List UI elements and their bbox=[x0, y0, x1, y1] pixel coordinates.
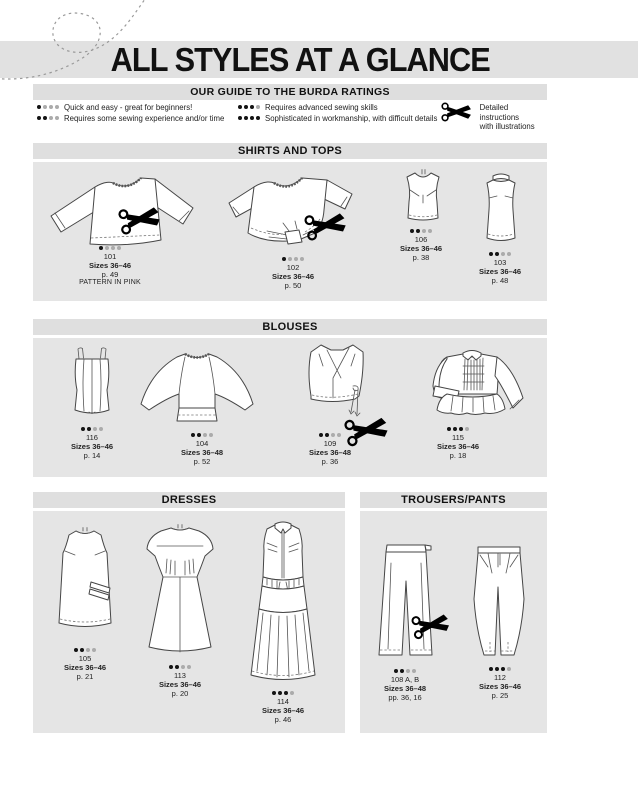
pattern-note: PATTERN IN PINK bbox=[79, 279, 141, 286]
rating-dots bbox=[489, 666, 511, 672]
pattern-label bbox=[35, 645, 135, 681]
legend-label: Sophisticated in workmanship, with difficult details bbox=[265, 113, 438, 123]
pattern-page: p. 49 bbox=[101, 270, 119, 279]
legend-entry bbox=[37, 102, 224, 112]
pattern-label bbox=[243, 254, 343, 290]
rating-dots bbox=[282, 256, 304, 262]
pattern-page: pp. 36, 16 bbox=[388, 693, 422, 702]
section-panel-blouses bbox=[33, 338, 547, 477]
pattern-page: p. 14 bbox=[83, 451, 101, 460]
pattern-number: 101 bbox=[103, 252, 117, 261]
pattern-label bbox=[355, 666, 455, 702]
pattern-page: p. 46 bbox=[274, 715, 292, 724]
pattern-number: 104 bbox=[195, 439, 209, 448]
rating-dots bbox=[410, 228, 432, 234]
legend-label: Requires some sewing experience and/or time bbox=[64, 113, 225, 123]
scissors-icon bbox=[410, 608, 454, 643]
pattern-page: p. 20 bbox=[171, 689, 189, 698]
pattern-label bbox=[450, 664, 550, 700]
pattern-label bbox=[130, 662, 230, 698]
section-panel-trousers-pants bbox=[360, 511, 547, 733]
pattern-sizes: Sizes 36–46 bbox=[261, 706, 305, 715]
pattern-sizes: Sizes 36–46 bbox=[70, 442, 114, 451]
pattern-label bbox=[280, 430, 380, 466]
rating-dots bbox=[74, 647, 96, 653]
pattern-number: 112 bbox=[494, 673, 506, 682]
legend-label: Requires advanced sewing skills bbox=[265, 102, 378, 112]
pattern-label bbox=[60, 243, 160, 287]
rating-dots bbox=[394, 668, 416, 674]
legend-entry bbox=[37, 113, 224, 123]
pattern-number: 116 bbox=[86, 433, 98, 442]
pattern-page: p. 48 bbox=[491, 276, 509, 285]
pattern-label bbox=[408, 424, 508, 460]
rating-dots bbox=[319, 432, 341, 438]
pattern-label bbox=[450, 249, 550, 285]
pattern-label bbox=[233, 688, 333, 724]
shirt-dress-illustration bbox=[243, 519, 323, 689]
rating-dots bbox=[191, 432, 213, 438]
rating-dots bbox=[238, 115, 260, 121]
pattern-number: 105 bbox=[78, 654, 92, 663]
a-line-dress-illustration bbox=[49, 523, 121, 641]
tapered-pants-illustration bbox=[468, 539, 530, 665]
rating-dots bbox=[489, 251, 511, 257]
pattern-sizes: Sizes 36–48 bbox=[383, 684, 427, 693]
pattern-number: 115 bbox=[452, 433, 464, 442]
legend-entry bbox=[238, 113, 437, 123]
section-header-shirts-and-tops: SHIRTS AND TOPS bbox=[33, 143, 547, 159]
pattern-sizes: Sizes 36–46 bbox=[478, 267, 522, 276]
pattern-page: p. 50 bbox=[284, 281, 302, 290]
pattern-page: p. 36 bbox=[321, 457, 339, 466]
dotted-swirl-decoration bbox=[0, 0, 210, 95]
empire-dress-illustration bbox=[135, 521, 225, 661]
pattern-page: p. 52 bbox=[193, 457, 211, 466]
pattern-label bbox=[152, 430, 252, 466]
scissors-icon bbox=[441, 100, 474, 124]
legend-column-1 bbox=[37, 102, 224, 124]
pattern-sizes: Sizes 36–46 bbox=[478, 682, 522, 691]
sleeveless-top-illustration bbox=[395, 168, 451, 228]
pattern-sizes: Sizes 36–46 bbox=[158, 680, 202, 689]
legend-entry bbox=[238, 102, 437, 112]
section-panel-shirts-and-tops bbox=[33, 162, 547, 301]
pattern-page: p. 18 bbox=[449, 451, 467, 460]
pattern-number: 106 bbox=[414, 235, 428, 244]
pattern-sizes: Sizes 36–48 bbox=[308, 448, 352, 457]
sleeveless-tunic-illustration bbox=[477, 170, 525, 250]
rating-dots bbox=[37, 104, 59, 110]
pattern-number: 102 bbox=[286, 263, 300, 272]
pattern-sizes: Sizes 36–46 bbox=[399, 244, 443, 253]
rating-dots bbox=[272, 690, 294, 696]
section-header-trousers-pants: TROUSERS/PANTS bbox=[360, 492, 547, 508]
pattern-number: 113 bbox=[174, 671, 186, 680]
pattern-sizes: Sizes 36–46 bbox=[63, 663, 107, 672]
rating-dots bbox=[99, 245, 121, 251]
pattern-number: 108 A, B bbox=[390, 675, 420, 684]
legend-scissors-label: Detailed instructions with illustrations bbox=[479, 103, 535, 132]
legend-label: Quick and easy - great for beginners! bbox=[64, 102, 193, 112]
pattern-sizes: Sizes 36–48 bbox=[180, 448, 224, 457]
pattern-label bbox=[42, 424, 142, 460]
wide-sleeve-blouse-illustration bbox=[137, 344, 257, 430]
pattern-page: p. 25 bbox=[491, 691, 509, 700]
camisole-illustration bbox=[64, 346, 120, 420]
pattern-page: p. 21 bbox=[76, 672, 94, 681]
rating-dots bbox=[81, 426, 103, 432]
pattern-number: 109 bbox=[323, 439, 337, 448]
pattern-sizes: Sizes 36–46 bbox=[88, 261, 132, 270]
pattern-sizes: Sizes 36–46 bbox=[436, 442, 480, 451]
rating-dots bbox=[238, 104, 260, 110]
ratings-legend bbox=[33, 102, 547, 132]
rating-dots bbox=[447, 426, 469, 432]
pattern-number: 114 bbox=[277, 697, 289, 706]
ratings-guide-header: OUR GUIDE TO THE BURDA RATINGS bbox=[33, 84, 547, 100]
section-header-blouses: BLOUSES bbox=[33, 319, 547, 335]
legend-scissors-entry bbox=[441, 100, 547, 132]
rating-dots bbox=[169, 664, 191, 670]
pattern-number: 103 bbox=[493, 258, 507, 267]
legend-column-2 bbox=[238, 102, 437, 124]
section-header-dresses: DRESSES bbox=[33, 492, 345, 508]
section-panel-dresses bbox=[33, 511, 345, 733]
pattern-page: p. 38 bbox=[412, 253, 430, 262]
wide-leg-pants-illustration bbox=[375, 537, 435, 667]
page-title: ALL STYLES AT A GLANCE bbox=[110, 40, 490, 78]
collared-blouse-illustration bbox=[411, 346, 535, 424]
rating-dots bbox=[37, 115, 59, 121]
pattern-sizes: Sizes 36–46 bbox=[271, 272, 315, 281]
